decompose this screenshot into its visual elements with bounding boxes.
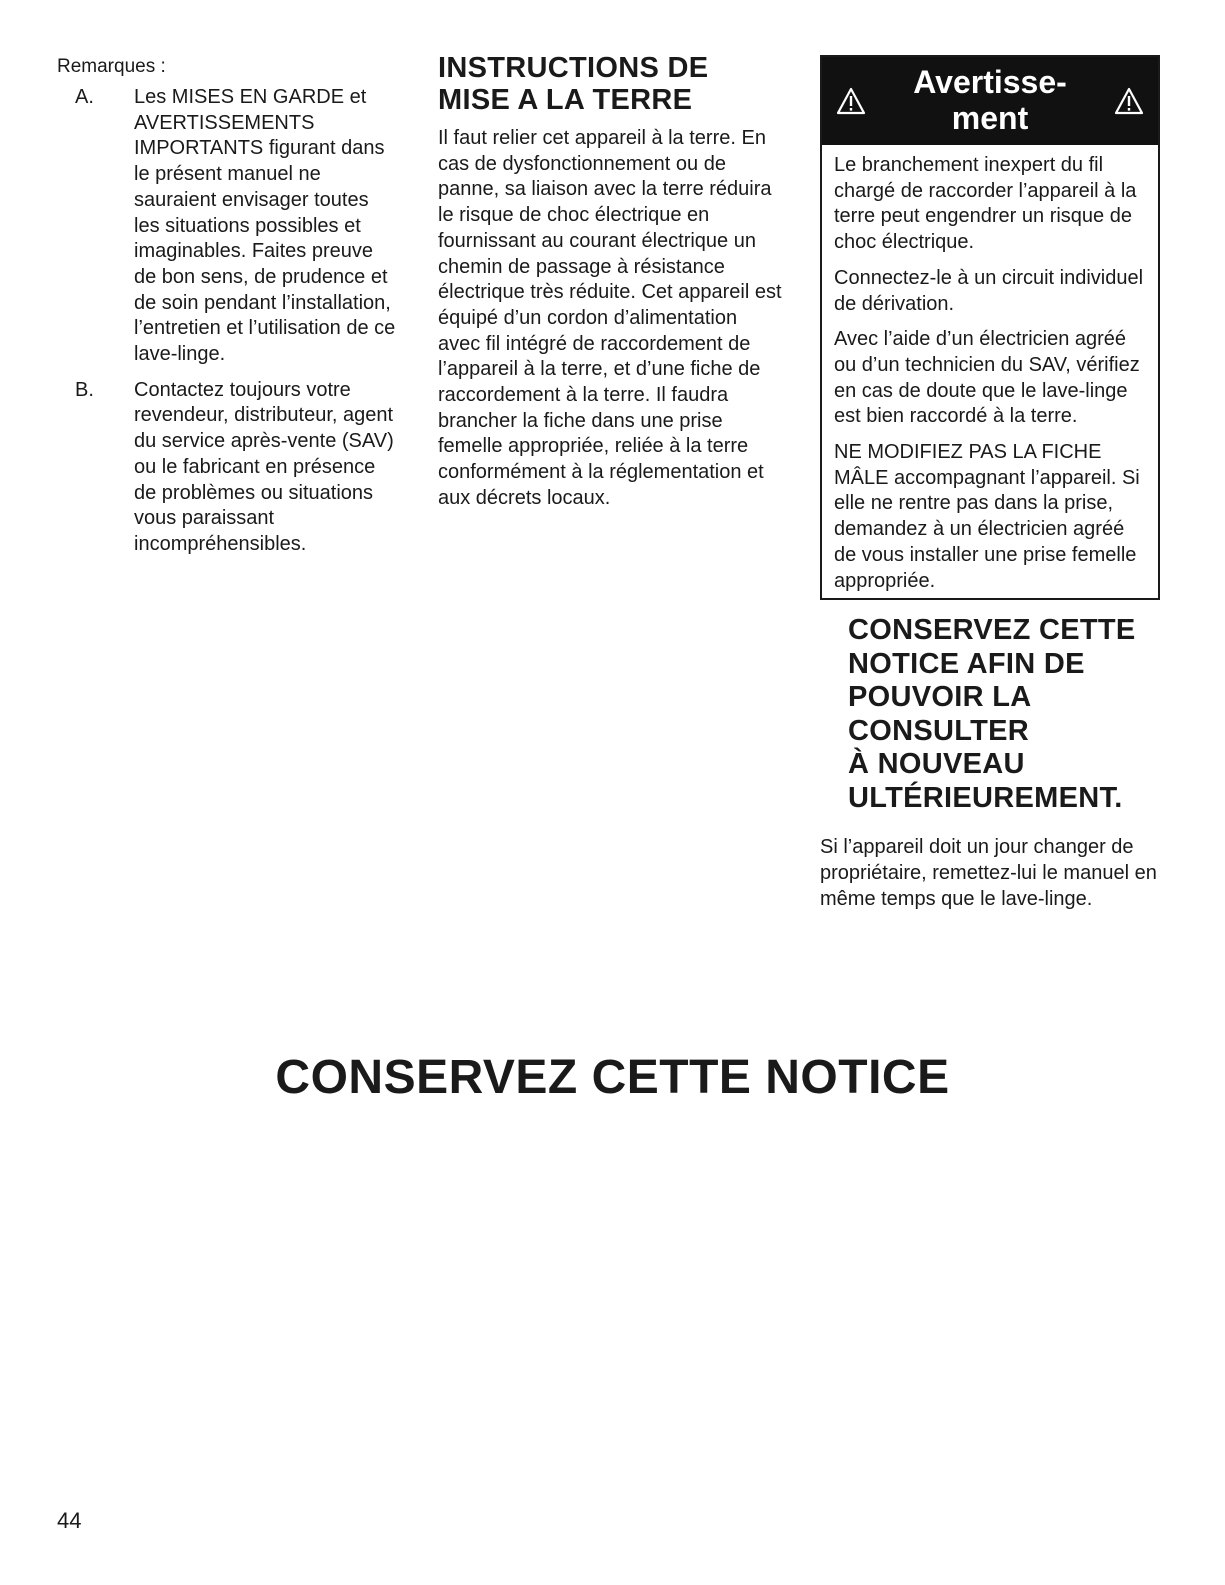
grounding-text: Il faut relier cet appareil à la terre. En cas de dysfonctionnement ou de panne, sa liaison avec la terre réduira le risque de choc électrique en fournissant au courant électrique un chemin de passage à résistance électrique très réduite. Cet appareil est équipé d’un cordon d’alimentation avec fil intégré de raccordement de l’appareil à la terre, et d’une fiche de raccordement à la terre. Il faudra brancher la fiche dans une prise femelle appropriée, reliée à la terre conformément à la réglementation et aux décrets locaux. bbox=[438, 127, 782, 509]
save-heading-line: CONSERVEZ CETTE bbox=[848, 614, 1136, 647]
warning-paragraph: Le branchement inexpert du fil chargé de raccorder l’appareil à la terre peut engendrer un risque de choc électrique. bbox=[834, 154, 1137, 254]
warning-title bbox=[882, 64, 1098, 136]
warning-title-line: ment bbox=[951, 100, 1029, 136]
warning-title-line: Avertisse- bbox=[913, 64, 1067, 100]
warning-paragraph: NE MODIFIEZ PAS LA FICHE MÂLE accompagnant l’appareil. Si elle ne rentre pas dans la prise, demandez à un électricien agréé de vous installer une prise femelle appropriée. bbox=[834, 441, 1140, 592]
note-text: Les MISES EN GARDE et AVERTISSEMENTS IMPORTANTS figurant dans le présent manuel ne sauraient envisager toutes les situations possibles et imaginables. Faites preuve de bon sens, de prudence et de soin pendant l’installation, l’entretien et l’utilisation de ce lave-linge. bbox=[134, 86, 396, 366]
notes-heading: Remarques : bbox=[57, 56, 166, 77]
note-item bbox=[57, 85, 397, 368]
note-letter: A. bbox=[75, 86, 94, 108]
warning-body bbox=[822, 145, 1158, 598]
save-heading-line: À NOUVEAU bbox=[848, 748, 1025, 781]
warning-triangle-icon bbox=[836, 87, 866, 115]
warning-paragraph: Connectez-le à un circuit individuel de dérivation. bbox=[834, 266, 1144, 315]
warning-triangle-icon bbox=[1114, 87, 1144, 115]
notes-section bbox=[57, 55, 397, 558]
note-text: Contactez toujours votre revendeur, distributeur, agent du service après-vente (SAV) ou le fabricant en présence de problèmes ou situations vous paraissant incompréhensibles. bbox=[134, 378, 394, 555]
warning-paragraph: Avec l’aide d’un électricien agréé ou d’un technicien du SAV, vérifiez en cas de doute que le lave-linge est bien raccordé à la terre. bbox=[834, 328, 1140, 428]
page-number: 44 bbox=[57, 1508, 82, 1533]
big-title: CONSERVEZ CETTE NOTICE bbox=[275, 1051, 950, 1104]
grounding-heading bbox=[438, 52, 783, 116]
warning-box bbox=[820, 55, 1160, 600]
right-column bbox=[820, 55, 1160, 932]
note-item bbox=[57, 378, 397, 558]
grounding-heading-line: INSTRUCTIONS DE bbox=[438, 52, 709, 84]
save-notice-heading bbox=[848, 614, 1160, 815]
grounding-heading-line: MISE A LA TERRE bbox=[438, 84, 693, 116]
save-heading-line: POUVOIR LA bbox=[848, 681, 1032, 714]
save-heading-line: NOTICE AFIN DE bbox=[848, 647, 1085, 680]
save-heading-line: CONSULTER bbox=[848, 714, 1029, 747]
save-heading-line: ULTÉRIEUREMENT. bbox=[848, 781, 1123, 814]
save-notice-text: Si l’appareil doit un jour changer de propriétaire, remettez-lui le manuel en même temps que le lave-linge. bbox=[820, 836, 1157, 910]
note-letter: B. bbox=[75, 378, 94, 401]
grounding-section bbox=[438, 52, 783, 512]
warning-header bbox=[822, 57, 1158, 145]
